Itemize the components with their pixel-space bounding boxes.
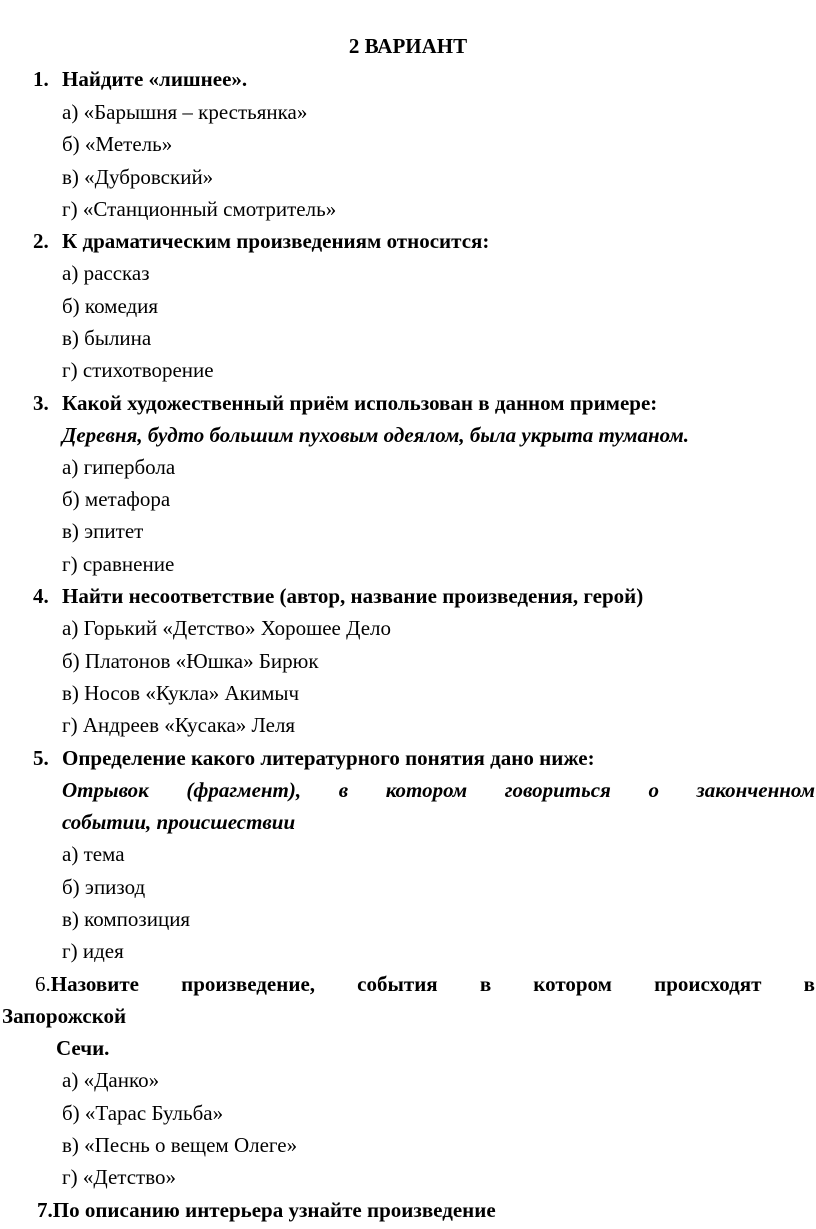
q3-option-a: а) гипербола — [62, 455, 176, 479]
word: говориться — [504, 778, 611, 802]
q6-line-2: Запорожской — [2, 1004, 127, 1028]
question-7 — [37, 1197, 496, 1223]
question-text: Какой художественный приём использован в данном примере: — [62, 391, 658, 415]
q5-definition-line-1 — [62, 777, 815, 803]
q1-option-d: г) «Станционный смотритель» — [62, 197, 337, 221]
q4-option-c: в) Носов «Кукла» Акимыч — [62, 681, 300, 705]
question-text: К драматическим произведениям относится: — [62, 229, 490, 253]
q1-option-c: в) «Дубровский» — [62, 165, 214, 189]
word: о — [648, 778, 659, 802]
q3-option-b: б) метафора — [62, 487, 171, 511]
q4-option-a: а) Горький «Детство» Хорошее Дело — [62, 616, 392, 640]
q2-option-a: а) рассказ — [62, 261, 150, 285]
question-1 — [33, 66, 247, 92]
word: события — [357, 972, 438, 996]
question-text: По описанию интерьера узнайте произведение — [52, 1198, 496, 1222]
q5-option-b: б) эпизод — [62, 875, 146, 899]
q5-definition-line-2: событии, происшествии — [62, 810, 296, 834]
q1-option-a: а) «Барышня – крестьянка» — [62, 100, 308, 124]
question-number: 4. — [33, 584, 49, 608]
q4-option-d: г) Андреев «Кусака» Леля — [62, 713, 296, 737]
q5-option-c: в) композиция — [62, 907, 191, 931]
word: Отрывок — [62, 778, 149, 802]
question-number: 7. — [37, 1198, 53, 1222]
q5-option-d: г) идея — [62, 939, 124, 963]
word: в — [803, 972, 815, 996]
word: котором — [533, 972, 612, 996]
q6-option-c: в) «Песнь о вещем Олеге» — [62, 1133, 298, 1157]
q6-option-d: г) «Детство» — [62, 1165, 176, 1189]
question-3 — [33, 390, 657, 416]
q2-option-b: б) комедия — [62, 294, 159, 318]
question-4 — [33, 583, 643, 609]
word: происходят — [654, 972, 762, 996]
word: в — [479, 972, 492, 996]
question-number: 5. — [33, 746, 49, 770]
q6-line-3: Сечи. — [56, 1036, 110, 1060]
question-first-word — [35, 971, 139, 997]
page-title: 2 ВАРИАНТ — [348, 34, 468, 58]
word: в — [338, 778, 349, 802]
q6-option-a: а) «Данко» — [62, 1068, 160, 1092]
word: законченном — [696, 778, 815, 802]
question-number: 6. — [35, 972, 51, 996]
word: (фрагмент), — [186, 778, 302, 802]
q3-option-d: г) сравнение — [62, 552, 175, 576]
question-number: 1. — [33, 67, 49, 91]
question-text: Определение какого литературного понятия дано ниже: — [62, 746, 595, 770]
q3-example: Деревня, будто большим пуховым одеялом, была укрыта туманом. — [62, 423, 690, 447]
q4-option-b: б) Платонов «Юшка» Бирюк — [62, 649, 319, 673]
q2-option-c: в) былина — [62, 326, 152, 350]
question-text: Найти несоответствие (автор, название произведения, герой) — [62, 584, 644, 608]
question-2 — [33, 228, 489, 254]
question-6 — [35, 971, 815, 997]
q2-option-d: г) стихотворение — [62, 358, 214, 382]
word: котором — [385, 778, 468, 802]
q3-option-c: в) эпитет — [62, 519, 144, 543]
question-text: Найдите «лишнее». — [62, 67, 248, 91]
q1-option-b: б) «Метель» — [62, 132, 173, 156]
question-number: 2. — [33, 229, 49, 253]
question-5 — [33, 745, 595, 771]
q6-option-b: б) «Тарас Бульба» — [62, 1101, 224, 1125]
question-number: 3. — [33, 391, 49, 415]
word: произведение, — [181, 972, 316, 996]
word: Назовите — [50, 972, 139, 996]
q5-option-a: а) тема — [62, 842, 125, 866]
